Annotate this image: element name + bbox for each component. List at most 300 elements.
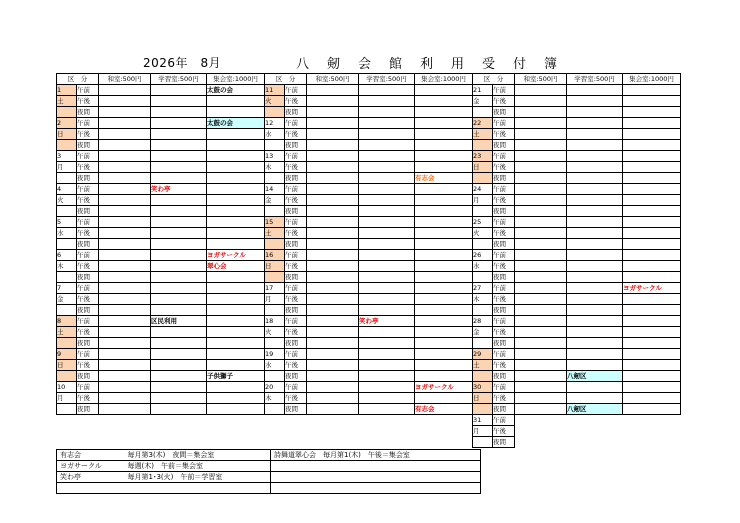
booking-cell-shukai[interactable]: 太鼓の会 bbox=[207, 118, 265, 129]
booking-cell-shukai[interactable] bbox=[415, 107, 473, 118]
booking-cell-washitsu[interactable] bbox=[515, 85, 567, 96]
booking-cell-washitsu[interactable] bbox=[99, 107, 151, 118]
booking-cell-washitsu[interactable] bbox=[307, 305, 359, 316]
booking-cell-washitsu[interactable] bbox=[99, 316, 151, 327]
booking-cell-washitsu[interactable] bbox=[515, 162, 567, 173]
booking-cell-gakushu[interactable] bbox=[151, 404, 207, 415]
booking-cell-gakushu[interactable] bbox=[567, 162, 623, 173]
booking-cell-gakushu[interactable] bbox=[567, 228, 623, 239]
booking-cell-gakushu[interactable] bbox=[359, 338, 415, 349]
booking-cell-washitsu[interactable] bbox=[515, 173, 567, 184]
booking-cell-gakushu[interactable] bbox=[151, 382, 207, 393]
booking-cell-washitsu[interactable] bbox=[307, 360, 359, 371]
booking-cell-washitsu[interactable] bbox=[307, 173, 359, 184]
booking-cell-shukai[interactable]: 翠心会 bbox=[207, 261, 265, 272]
booking-cell-washitsu[interactable] bbox=[307, 228, 359, 239]
table-row bbox=[57, 173, 681, 184]
booking-cell-shukai[interactable] bbox=[415, 239, 473, 250]
day-blank bbox=[473, 272, 493, 283]
booking-cell-shukai[interactable] bbox=[623, 107, 681, 118]
booking-cell-gakushu[interactable] bbox=[567, 393, 623, 404]
booking-cell-washitsu[interactable] bbox=[515, 184, 567, 195]
booking-cell-gakushu[interactable]: 八剱区 bbox=[567, 404, 623, 415]
booking-cell-gakushu[interactable] bbox=[151, 261, 207, 272]
booking-cell-washitsu[interactable] bbox=[307, 195, 359, 206]
booking-cell-gakushu[interactable] bbox=[567, 382, 623, 393]
booking-cell-washitsu[interactable] bbox=[515, 217, 567, 228]
period-label: 午後 bbox=[285, 228, 307, 239]
day-weekday: 月 bbox=[265, 294, 285, 305]
booking-cell-gakushu[interactable] bbox=[151, 217, 207, 228]
booking-cell-washitsu[interactable] bbox=[515, 239, 567, 250]
booking-cell-shukai[interactable] bbox=[207, 338, 265, 349]
booking-cell-shukai[interactable] bbox=[207, 151, 265, 162]
booking-cell-shukai[interactable] bbox=[623, 239, 681, 250]
booking-cell-washitsu[interactable] bbox=[99, 239, 151, 250]
booking-cell-shukai[interactable] bbox=[623, 327, 681, 338]
booking-cell-shukai[interactable] bbox=[415, 85, 473, 96]
booking-cell-washitsu[interactable] bbox=[515, 305, 567, 316]
booking-cell-gakushu[interactable]: 八剱区 bbox=[567, 371, 623, 382]
booking-cell-gakushu[interactable] bbox=[567, 338, 623, 349]
booking-cell-washitsu[interactable] bbox=[307, 349, 359, 360]
booking-cell-shukai[interactable] bbox=[207, 129, 265, 140]
booking-cell-gakushu[interactable] bbox=[151, 162, 207, 173]
booking-cell-shukai[interactable] bbox=[415, 294, 473, 305]
booking-cell-gakushu[interactable] bbox=[359, 162, 415, 173]
booking-cell-washitsu[interactable] bbox=[99, 250, 151, 261]
booking-cell-shukai[interactable] bbox=[415, 261, 473, 272]
booking-cell-gakushu[interactable] bbox=[567, 195, 623, 206]
booking-cell-shukai[interactable] bbox=[623, 195, 681, 206]
booking-cell-shukai[interactable] bbox=[623, 85, 681, 96]
booking-cell-shukai[interactable] bbox=[623, 118, 681, 129]
booking-cell-shukai[interactable]: ヨガサークル bbox=[623, 283, 681, 294]
booking-cell-washitsu[interactable] bbox=[307, 272, 359, 283]
booking-cell-shukai[interactable] bbox=[207, 272, 265, 283]
booking-cell-gakushu[interactable] bbox=[151, 360, 207, 371]
booking-cell-washitsu[interactable] bbox=[99, 393, 151, 404]
booking-cell-washitsu[interactable] bbox=[99, 217, 151, 228]
booking-cell-shukai[interactable] bbox=[623, 184, 681, 195]
booking-cell-gakushu[interactable] bbox=[151, 239, 207, 250]
booking-cell-shukai[interactable] bbox=[623, 217, 681, 228]
booking-cell-washitsu[interactable] bbox=[515, 272, 567, 283]
booking-cell-washitsu[interactable] bbox=[99, 404, 151, 415]
period-label: 夜間 bbox=[77, 239, 99, 250]
booking-cell-washitsu[interactable] bbox=[99, 382, 151, 393]
booking-cell-shukai[interactable] bbox=[207, 382, 265, 393]
booking-cell-washitsu[interactable] bbox=[99, 294, 151, 305]
booking-cell-shukai[interactable] bbox=[207, 404, 265, 415]
period-label: 午前 bbox=[493, 217, 515, 228]
booking-cell-shukai[interactable] bbox=[415, 140, 473, 151]
booking-cell-shukai[interactable] bbox=[623, 261, 681, 272]
booking-cell-gakushu[interactable] bbox=[567, 184, 623, 195]
booking-cell-washitsu[interactable] bbox=[307, 294, 359, 305]
booking-cell-gakushu[interactable] bbox=[567, 239, 623, 250]
booking-cell-gakushu[interactable] bbox=[567, 96, 623, 107]
booking-cell-washitsu[interactable] bbox=[99, 195, 151, 206]
day-blank bbox=[57, 140, 77, 151]
booking-cell-gakushu[interactable] bbox=[359, 206, 415, 217]
booking-cell-gakushu[interactable] bbox=[151, 173, 207, 184]
booking-cell-washitsu[interactable] bbox=[515, 96, 567, 107]
booking-cell-shukai[interactable] bbox=[207, 184, 265, 195]
booking-cell-washitsu[interactable] bbox=[307, 129, 359, 140]
booking-cell-washitsu[interactable] bbox=[307, 217, 359, 228]
booking-cell-washitsu[interactable] bbox=[99, 338, 151, 349]
title-area bbox=[0, 0, 740, 72]
booking-cell-shukai[interactable] bbox=[207, 283, 265, 294]
booking-cell-gakushu[interactable] bbox=[359, 140, 415, 151]
booking-cell-gakushu[interactable] bbox=[359, 228, 415, 239]
booking-cell-gakushu[interactable] bbox=[359, 305, 415, 316]
booking-cell-washitsu[interactable] bbox=[99, 206, 151, 217]
booking-cell-gakushu[interactable] bbox=[151, 327, 207, 338]
booking-cell-gakushu[interactable] bbox=[151, 305, 207, 316]
booking-cell-gakushu[interactable] bbox=[151, 283, 207, 294]
booking-cell-shukai[interactable] bbox=[207, 217, 265, 228]
booking-cell-gakushu[interactable] bbox=[151, 96, 207, 107]
booking-cell-washitsu[interactable] bbox=[515, 140, 567, 151]
booking-cell-washitsu[interactable] bbox=[99, 272, 151, 283]
booking-cell-shukai[interactable] bbox=[623, 371, 681, 382]
booking-cell-shukai[interactable] bbox=[623, 382, 681, 393]
booking-cell-washitsu[interactable] bbox=[515, 250, 567, 261]
day-weekday: 土 bbox=[57, 96, 77, 107]
booking-cell-washitsu[interactable] bbox=[515, 404, 567, 415]
booking-cell-shukai[interactable] bbox=[623, 250, 681, 261]
booking-cell-gakushu[interactable] bbox=[567, 305, 623, 316]
booking-cell-shukai[interactable] bbox=[207, 327, 265, 338]
booking-cell-gakushu[interactable] bbox=[567, 85, 623, 96]
booking-cell-washitsu[interactable] bbox=[99, 228, 151, 239]
booking-cell-shukai[interactable] bbox=[623, 272, 681, 283]
booking-cell-shukai[interactable] bbox=[207, 195, 265, 206]
booking-cell-washitsu[interactable] bbox=[515, 151, 567, 162]
booking-cell-shukai[interactable] bbox=[207, 162, 265, 173]
booking-cell-washitsu[interactable] bbox=[515, 195, 567, 206]
booking-cell-shukai[interactable] bbox=[623, 316, 681, 327]
booking-cell-gakushu[interactable] bbox=[567, 140, 623, 151]
booking-cell-shukai[interactable] bbox=[415, 393, 473, 404]
booking-cell-gakushu[interactable] bbox=[359, 371, 415, 382]
booking-cell-washitsu[interactable] bbox=[515, 107, 567, 118]
booking-cell-washitsu[interactable] bbox=[515, 338, 567, 349]
booking-cell-gakushu[interactable] bbox=[151, 349, 207, 360]
booking-cell-shukai[interactable] bbox=[623, 206, 681, 217]
period-label: 午前 bbox=[285, 283, 307, 294]
booking-cell-gakushu[interactable] bbox=[567, 206, 623, 217]
booking-cell-shukai[interactable] bbox=[623, 140, 681, 151]
booking-cell-washitsu[interactable] bbox=[515, 371, 567, 382]
booking-cell-shukai[interactable] bbox=[415, 129, 473, 140]
booking-cell-washitsu[interactable] bbox=[515, 382, 567, 393]
booking-cell-gakushu[interactable] bbox=[359, 294, 415, 305]
booking-cell-gakushu[interactable] bbox=[359, 404, 415, 415]
booking-cell-washitsu[interactable] bbox=[99, 162, 151, 173]
booking-cell-gakushu[interactable] bbox=[567, 294, 623, 305]
period-label: 夜間 bbox=[493, 371, 515, 382]
booking-cell-washitsu[interactable] bbox=[307, 338, 359, 349]
booking-cell-gakushu[interactable] bbox=[359, 184, 415, 195]
booking-cell-washitsu[interactable] bbox=[515, 118, 567, 129]
booking-cell-shukai[interactable] bbox=[623, 173, 681, 184]
booking-cell-shukai[interactable] bbox=[623, 338, 681, 349]
period-label: 夜間 bbox=[285, 140, 307, 151]
booking-cell-washitsu[interactable] bbox=[307, 327, 359, 338]
booking-cell-gakushu[interactable] bbox=[151, 107, 207, 118]
booking-cell-washitsu[interactable] bbox=[515, 327, 567, 338]
booking-cell-shukai[interactable] bbox=[623, 162, 681, 173]
day-blank bbox=[473, 107, 493, 118]
booking-cell-washitsu[interactable] bbox=[99, 96, 151, 107]
booking-cell-washitsu[interactable] bbox=[515, 129, 567, 140]
booking-cell-shukai[interactable] bbox=[207, 206, 265, 217]
day-weekday: 日 bbox=[265, 261, 285, 272]
booking-cell-shukai[interactable] bbox=[415, 283, 473, 294]
booking-cell-shukai[interactable] bbox=[623, 96, 681, 107]
booking-cell-gakushu[interactable] bbox=[151, 206, 207, 217]
booking-cell-washitsu[interactable] bbox=[99, 118, 151, 129]
booking-cell-gakushu[interactable] bbox=[359, 118, 415, 129]
booking-cell-shukai[interactable] bbox=[415, 118, 473, 129]
booking-cell-shukai[interactable] bbox=[207, 173, 265, 184]
booking-cell-washitsu[interactable] bbox=[307, 404, 359, 415]
booking-cell-gakushu[interactable] bbox=[567, 316, 623, 327]
period-label: 夜間 bbox=[285, 404, 307, 415]
day-weekday: 火 bbox=[57, 195, 77, 206]
note-name: ヨガサークル bbox=[57, 461, 125, 472]
booking-cell-washitsu[interactable] bbox=[307, 206, 359, 217]
booking-cell-shukai[interactable]: 太鼓の会 bbox=[207, 85, 265, 96]
booking-cell-gakushu[interactable] bbox=[359, 96, 415, 107]
booking-cell-gakushu[interactable] bbox=[359, 272, 415, 283]
booking-cell-washitsu[interactable] bbox=[515, 261, 567, 272]
booking-cell-shukai[interactable] bbox=[415, 360, 473, 371]
period-label: 午前 bbox=[493, 382, 515, 393]
booking-cell-washitsu[interactable] bbox=[99, 129, 151, 140]
booking-cell-washitsu[interactable] bbox=[99, 283, 151, 294]
booking-cell-gakushu[interactable] bbox=[359, 195, 415, 206]
booking-cell-gakushu[interactable] bbox=[567, 107, 623, 118]
booking-cell-gakushu[interactable] bbox=[359, 349, 415, 360]
table-row bbox=[57, 316, 681, 327]
booking-cell-gakushu[interactable] bbox=[567, 129, 623, 140]
booking-cell-washitsu[interactable] bbox=[99, 151, 151, 162]
booking-cell-shukai[interactable] bbox=[415, 327, 473, 338]
booking-cell-gakushu[interactable] bbox=[567, 118, 623, 129]
booking-cell-shukai[interactable] bbox=[623, 228, 681, 239]
day-blank bbox=[265, 239, 285, 250]
booking-cell-gakushu[interactable] bbox=[359, 261, 415, 272]
booking-cell-shukai[interactable] bbox=[415, 371, 473, 382]
booking-cell-gakushu[interactable] bbox=[359, 217, 415, 228]
booking-cell-washitsu[interactable] bbox=[307, 184, 359, 195]
table-row bbox=[57, 85, 681, 96]
booking-cell-shukai[interactable] bbox=[623, 305, 681, 316]
booking-cell-shukai[interactable]: 有志会 bbox=[415, 404, 473, 415]
booking-cell-washitsu[interactable] bbox=[99, 360, 151, 371]
booking-cell-gakushu[interactable] bbox=[151, 338, 207, 349]
day-weekday: 火 bbox=[473, 228, 493, 239]
booking-cell-gakushu[interactable] bbox=[151, 140, 207, 151]
booking-cell-shukai[interactable] bbox=[207, 239, 265, 250]
booking-cell-washitsu[interactable] bbox=[99, 349, 151, 360]
booking-cell-shukai[interactable] bbox=[415, 206, 473, 217]
booking-cell-gakushu[interactable] bbox=[359, 151, 415, 162]
booking-cell-shukai[interactable] bbox=[415, 184, 473, 195]
booking-cell-shukai[interactable] bbox=[415, 195, 473, 206]
booking-cell-gakushu[interactable] bbox=[359, 283, 415, 294]
booking-cell-shukai[interactable] bbox=[207, 349, 265, 360]
booking-cell-gakushu[interactable] bbox=[151, 151, 207, 162]
booking-cell-gakushu[interactable] bbox=[359, 107, 415, 118]
booking-cell-shukai[interactable] bbox=[415, 162, 473, 173]
booking-cell-shukai[interactable] bbox=[415, 305, 473, 316]
booking-cell-shukai[interactable]: 有志会 bbox=[415, 173, 473, 184]
booking-cell-washitsu[interactable] bbox=[307, 283, 359, 294]
title-char: 館 bbox=[389, 57, 403, 72]
booking-cell-shukai[interactable] bbox=[415, 228, 473, 239]
booking-cell-shukai[interactable]: ヨガサークル bbox=[207, 250, 265, 261]
booking-cell-gakushu[interactable] bbox=[151, 250, 207, 261]
booking-cell-gakushu[interactable] bbox=[567, 327, 623, 338]
day-number: 17 bbox=[265, 283, 285, 294]
booking-cell-gakushu[interactable] bbox=[359, 327, 415, 338]
period-label: 午前 bbox=[493, 151, 515, 162]
booking-cell-shukai[interactable] bbox=[207, 393, 265, 404]
booking-cell-gakushu[interactable] bbox=[567, 349, 623, 360]
booking-cell-washitsu[interactable] bbox=[307, 239, 359, 250]
booking-cell-gakushu[interactable] bbox=[359, 239, 415, 250]
booking-cell-shukai[interactable] bbox=[415, 338, 473, 349]
title-month: 2026年 8月 bbox=[143, 56, 222, 70]
booking-cell-washitsu[interactable] bbox=[515, 360, 567, 371]
day-blank bbox=[57, 107, 77, 118]
period-label: 午後 bbox=[493, 96, 515, 107]
booking-cell-gakushu[interactable] bbox=[567, 173, 623, 184]
day-blank bbox=[473, 437, 493, 448]
booking-cell-gakushu[interactable] bbox=[567, 272, 623, 283]
booking-cell-washitsu[interactable] bbox=[99, 261, 151, 272]
booking-cell-washitsu[interactable] bbox=[307, 393, 359, 404]
booking-cell-gakushu[interactable] bbox=[567, 151, 623, 162]
booking-cell-gakushu[interactable] bbox=[567, 261, 623, 272]
booking-cell-shukai[interactable] bbox=[623, 151, 681, 162]
booking-cell-shukai[interactable] bbox=[207, 107, 265, 118]
booking-cell-shukai[interactable] bbox=[415, 272, 473, 283]
booking-cell-gakushu[interactable]: 区民利用 bbox=[151, 316, 207, 327]
booking-cell-gakushu[interactable] bbox=[151, 294, 207, 305]
booking-cell-washitsu[interactable] bbox=[515, 294, 567, 305]
booking-cell-washitsu[interactable] bbox=[99, 173, 151, 184]
booking-cell-gakushu[interactable] bbox=[151, 129, 207, 140]
booking-cell-gakushu[interactable] bbox=[151, 195, 207, 206]
booking-cell-washitsu[interactable] bbox=[515, 283, 567, 294]
booking-cell-shukai[interactable]: ヨガサークル bbox=[415, 382, 473, 393]
booking-cell-gakushu[interactable] bbox=[567, 217, 623, 228]
booking-cell-washitsu[interactable] bbox=[307, 151, 359, 162]
booking-cell-shukai[interactable] bbox=[623, 393, 681, 404]
booking-cell-shukai[interactable] bbox=[623, 360, 681, 371]
booking-cell-shukai[interactable] bbox=[207, 316, 265, 327]
booking-cell-washitsu[interactable] bbox=[515, 316, 567, 327]
booking-cell-gakushu[interactable] bbox=[151, 272, 207, 283]
booking-cell-washitsu[interactable] bbox=[99, 85, 151, 96]
booking-cell-washitsu[interactable] bbox=[307, 162, 359, 173]
booking-cell-washitsu[interactable] bbox=[515, 349, 567, 360]
booking-cell-gakushu[interactable]: 笑わ亭 bbox=[151, 184, 207, 195]
booking-cell-shukai[interactable]: 子供獅子 bbox=[207, 371, 265, 382]
booking-cell-shukai[interactable] bbox=[207, 294, 265, 305]
booking-cell-gakushu[interactable] bbox=[359, 360, 415, 371]
booking-cell-gakushu[interactable] bbox=[567, 283, 623, 294]
booking-cell-washitsu[interactable] bbox=[307, 85, 359, 96]
booking-cell-shukai[interactable] bbox=[623, 404, 681, 415]
booking-cell-shukai[interactable] bbox=[415, 250, 473, 261]
booking-cell-gakushu[interactable] bbox=[151, 228, 207, 239]
booking-cell-washitsu[interactable] bbox=[515, 206, 567, 217]
booking-cell-washitsu[interactable] bbox=[307, 261, 359, 272]
booking-cell-gakushu[interactable] bbox=[359, 129, 415, 140]
booking-cell-shukai[interactable] bbox=[415, 96, 473, 107]
booking-cell-washitsu[interactable] bbox=[99, 327, 151, 338]
booking-cell-shukai[interactable] bbox=[207, 305, 265, 316]
booking-cell-washitsu[interactable] bbox=[307, 382, 359, 393]
booking-cell-gakushu[interactable]: 笑わ亭 bbox=[359, 316, 415, 327]
booking-cell-washitsu[interactable] bbox=[307, 140, 359, 151]
booking-cell-gakushu[interactable] bbox=[359, 85, 415, 96]
booking-cell-gakushu[interactable] bbox=[359, 382, 415, 393]
booking-cell-gakushu[interactable] bbox=[359, 173, 415, 184]
booking-cell-gakushu[interactable] bbox=[151, 118, 207, 129]
booking-cell-gakushu[interactable] bbox=[151, 371, 207, 382]
booking-cell-washitsu[interactable] bbox=[99, 184, 151, 195]
booking-cell-gakushu[interactable] bbox=[567, 360, 623, 371]
blank-cell bbox=[567, 426, 623, 437]
booking-cell-washitsu[interactable] bbox=[515, 393, 567, 404]
booking-cell-washitsu[interactable] bbox=[307, 250, 359, 261]
booking-cell-shukai[interactable] bbox=[623, 129, 681, 140]
booking-cell-shukai[interactable] bbox=[207, 140, 265, 151]
booking-cell-shukai[interactable] bbox=[207, 228, 265, 239]
booking-cell-washitsu[interactable] bbox=[307, 107, 359, 118]
booking-cell-washitsu[interactable] bbox=[99, 140, 151, 151]
booking-cell-shukai[interactable] bbox=[415, 316, 473, 327]
booking-cell-washitsu[interactable] bbox=[307, 371, 359, 382]
booking-cell-shukai[interactable] bbox=[207, 96, 265, 107]
booking-cell-washitsu[interactable] bbox=[307, 118, 359, 129]
booking-cell-gakushu[interactable] bbox=[567, 250, 623, 261]
booking-cell-shukai[interactable] bbox=[207, 360, 265, 371]
booking-cell-washitsu[interactable] bbox=[515, 228, 567, 239]
booking-cell-shukai[interactable] bbox=[415, 349, 473, 360]
booking-cell-shukai[interactable] bbox=[415, 151, 473, 162]
booking-cell-shukai[interactable] bbox=[623, 349, 681, 360]
booking-cell-gakushu[interactable] bbox=[359, 250, 415, 261]
booking-cell-gakushu[interactable] bbox=[359, 393, 415, 404]
booking-cell-washitsu[interactable] bbox=[99, 371, 151, 382]
booking-cell-shukai[interactable] bbox=[623, 294, 681, 305]
booking-cell-shukai[interactable] bbox=[415, 217, 473, 228]
booking-cell-gakushu[interactable] bbox=[151, 393, 207, 404]
booking-cell-washitsu[interactable] bbox=[99, 305, 151, 316]
booking-cell-gakushu[interactable] bbox=[151, 85, 207, 96]
booking-cell-washitsu[interactable] bbox=[307, 316, 359, 327]
booking-cell-washitsu[interactable] bbox=[307, 96, 359, 107]
